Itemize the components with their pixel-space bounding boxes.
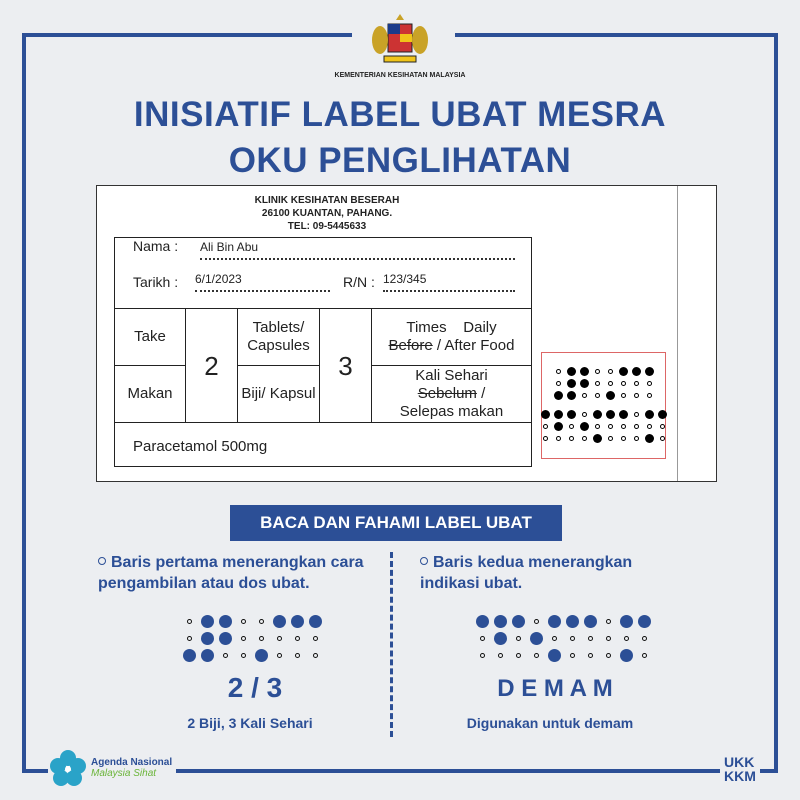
ukk-kkm-logo	[720, 755, 760, 783]
frequency-cell: 3	[320, 309, 372, 423]
braille-dot-raised	[619, 410, 628, 419]
braille-dot-flat	[567, 434, 576, 443]
braille-dot-flat	[291, 632, 304, 645]
braille-dot-raised	[580, 379, 589, 388]
left-text: Baris pertama menerangkan cara pengambilan atau dos ubat.	[98, 554, 364, 592]
braille-dot-raised	[494, 632, 507, 645]
selepas-makan: Selepas makan	[399, 403, 504, 420]
braille-dot-flat	[530, 649, 543, 662]
kali-sehari: Kali Sehari	[415, 367, 488, 384]
left-caption: 2 Biji, 3 Kali Sehari	[187, 715, 313, 731]
braille-dot-flat	[309, 649, 322, 662]
braille-dot-flat	[273, 649, 286, 662]
braille-dot-flat	[255, 615, 268, 628]
braille-dot-flat	[512, 632, 525, 645]
drug-name: Paracetamol 500mg	[133, 438, 268, 455]
braille-dot-raised	[584, 615, 597, 628]
rn-label: R/N :	[343, 274, 375, 290]
braille-dot-raised	[183, 649, 196, 662]
clinic-name: KLINIK KESIHATAN BESERAH	[254, 195, 400, 206]
braille-dot-raised	[645, 410, 654, 419]
braille-dot-raised	[638, 615, 651, 628]
braille-dot-raised	[606, 391, 615, 400]
braille-dot-raised	[476, 615, 489, 628]
braille-dot-raised	[567, 410, 576, 419]
braille-dot-raised	[554, 391, 563, 400]
kali-sehari-cell	[372, 366, 531, 423]
braille-dot-flat	[619, 391, 628, 400]
braille-dot-flat	[632, 391, 641, 400]
braille-dot-flat	[645, 379, 654, 388]
braille-dot-flat	[602, 615, 615, 628]
dose-value: 2 / 3	[227, 672, 283, 703]
braille-dot-flat	[530, 615, 543, 628]
braille-dot-flat	[476, 632, 489, 645]
braille-line-2	[542, 410, 665, 443]
braille-dot-raised	[658, 410, 667, 419]
dose-cell: 2	[186, 309, 238, 423]
biji-cell: Biji/ Kapsul	[238, 366, 320, 423]
braille-dot-raised	[567, 391, 576, 400]
braille-dot-flat	[580, 391, 589, 400]
braille-dot-raised	[606, 410, 615, 419]
ukk-line-1: UKK	[724, 754, 755, 770]
braille-dot-flat	[494, 649, 507, 662]
braille-dot-flat	[606, 434, 615, 443]
braille-dot-flat	[619, 379, 628, 388]
braille-dot-flat	[593, 367, 602, 376]
braille-dot-flat	[584, 649, 597, 662]
braille-dot-flat	[606, 379, 615, 388]
braille-dot-flat	[237, 632, 250, 645]
braille-dot-raised	[201, 632, 214, 645]
page-title	[0, 92, 800, 184]
braille-dot-flat	[554, 379, 563, 388]
title-line-1: INISIATIF LABEL UBAT MESRA	[133, 95, 667, 134]
braille-dot-flat	[309, 632, 322, 645]
braille-dot-flat	[237, 649, 250, 662]
braille-dot-raised	[567, 367, 576, 376]
braille-dot-raised	[201, 649, 214, 662]
malaysia-crest-logo	[368, 12, 432, 68]
indication-value: D E M A M	[497, 675, 613, 702]
braille-dot-flat	[632, 379, 641, 388]
braille-dot-flat	[645, 422, 654, 431]
braille-dot-flat	[632, 422, 641, 431]
patient-info	[115, 238, 531, 309]
braille-dot-flat	[237, 615, 250, 628]
braille-dot-flat	[645, 391, 654, 400]
rn-value: 123/345	[383, 272, 515, 292]
braille-dot-raised	[554, 422, 563, 431]
nama-label: Nama :	[133, 238, 179, 254]
braille-dot-raised	[632, 367, 641, 376]
agenda-line-1: Agenda Nasional	[91, 757, 173, 768]
braille-blue-line-1	[183, 615, 322, 662]
braille-dot-flat	[273, 632, 286, 645]
tarikh-value: 6/1/2023	[195, 272, 330, 292]
times-daily: Times Daily	[406, 319, 497, 336]
take-cell: Take	[115, 309, 186, 366]
braille-dot-flat	[291, 649, 304, 662]
braille-dot-flat	[593, 379, 602, 388]
slash: /	[476, 385, 486, 402]
braille-dot-raised	[273, 615, 286, 628]
braille-dot-raised	[620, 649, 633, 662]
braille-dot-flat	[593, 422, 602, 431]
braille-dot-flat	[219, 649, 232, 662]
braille-dot-raised	[548, 649, 561, 662]
braille-dot-flat	[632, 434, 641, 443]
braille-dot-flat	[476, 649, 489, 662]
frame-top-left	[22, 33, 352, 37]
braille-dot-flat	[619, 434, 628, 443]
braille-dot-raised	[620, 615, 633, 628]
braille-dot-raised	[219, 632, 232, 645]
braille-dot-flat	[620, 632, 633, 645]
braille-dot-raised	[645, 367, 654, 376]
info-banner: BACA DAN FAHAMI LABEL UBAT	[230, 505, 562, 541]
tarikh-label: Tarikh :	[133, 274, 179, 290]
braille-dot-flat	[541, 434, 550, 443]
braille-dot-flat	[580, 410, 589, 419]
braille-dot-flat	[554, 434, 563, 443]
braille-dot-raised	[593, 410, 602, 419]
braille-dot-raised	[291, 615, 304, 628]
ukk-line-2: KKM	[724, 768, 756, 784]
braille-dot-flat	[619, 422, 628, 431]
braille-dot-flat	[183, 632, 196, 645]
braille-dot-flat	[566, 632, 579, 645]
bullet-icon	[420, 557, 428, 565]
clinic-tel: TEL: 09-5445633	[287, 221, 367, 232]
dashed-divider	[390, 552, 393, 737]
clinic-info	[97, 194, 557, 233]
braille-line-1	[542, 367, 665, 400]
hibiscus-icon	[48, 748, 88, 788]
braille-dot-flat	[566, 649, 579, 662]
label-fold-line	[677, 186, 678, 481]
agenda-nasional-logo	[48, 748, 176, 788]
bullet-icon	[98, 557, 106, 565]
tablets-cell: Tablets/ Capsules	[238, 309, 320, 366]
braille-dot-raised	[219, 615, 232, 628]
frame-top-right	[455, 33, 778, 37]
braille-dot-raised	[494, 615, 507, 628]
braille-dot-flat	[638, 649, 651, 662]
makan-cell: Makan	[115, 366, 186, 423]
braille-dot-raised	[309, 615, 322, 628]
braille-dot-raised	[580, 367, 589, 376]
medicine-label-card	[96, 185, 717, 482]
right-caption: Digunakan untuk demam	[466, 715, 634, 731]
right-explanation	[420, 552, 680, 594]
braille-dot-flat	[602, 649, 615, 662]
braille-dot-flat	[548, 632, 561, 645]
braille-dot-flat	[255, 632, 268, 645]
braille-dot-raised	[566, 615, 579, 628]
braille-dot-raised	[541, 410, 550, 419]
right-text: Baris kedua menerangkan indikasi ubat.	[420, 554, 633, 592]
after-food: / After Food	[432, 337, 515, 354]
clinic-address: 26100 KUANTAN, PAHANG.	[261, 208, 393, 219]
braille-dot-raised	[580, 422, 589, 431]
braille-dot-raised	[619, 367, 628, 376]
agenda-line-2: Malaysia Sihat	[91, 768, 157, 779]
braille-dot-raised	[255, 649, 268, 662]
braille-dot-flat	[580, 434, 589, 443]
braille-dot-flat	[632, 410, 641, 419]
braille-dot-flat	[593, 391, 602, 400]
braille-dot-flat	[658, 422, 667, 431]
times-daily-cell	[372, 309, 531, 366]
before-struck: Before	[388, 337, 433, 354]
braille-dot-flat	[567, 422, 576, 431]
braille-dot-flat	[606, 422, 615, 431]
braille-dot-flat	[584, 632, 597, 645]
braille-dot-flat	[638, 632, 651, 645]
sebelum-struck: Sebelum	[417, 385, 477, 402]
braille-dot-flat	[541, 422, 550, 431]
ministry-name: KEMENTERIAN KESIHATAN MALAYSIA	[334, 72, 466, 79]
braille-dot-raised	[567, 379, 576, 388]
braille-dot-flat	[606, 367, 615, 376]
braille-dot-flat	[602, 632, 615, 645]
braille-dot-raised	[530, 632, 543, 645]
title-line-2: OKU PENGLIHATAN	[228, 141, 572, 180]
braille-dot-flat	[658, 434, 667, 443]
braille-box	[541, 352, 666, 459]
nama-value: Ali Bin Abu	[200, 240, 515, 260]
braille-dot-raised	[554, 410, 563, 419]
braille-dot-raised	[512, 615, 525, 628]
braille-dot-flat	[183, 615, 196, 628]
left-explanation	[98, 552, 378, 594]
braille-dot-flat	[512, 649, 525, 662]
braille-dot-raised	[593, 434, 602, 443]
braille-blue-line-2	[476, 615, 651, 662]
braille-dot-raised	[201, 615, 214, 628]
braille-dot-raised	[548, 615, 561, 628]
braille-dot-flat	[554, 367, 563, 376]
label-table	[114, 237, 532, 467]
braille-dot-raised	[645, 434, 654, 443]
